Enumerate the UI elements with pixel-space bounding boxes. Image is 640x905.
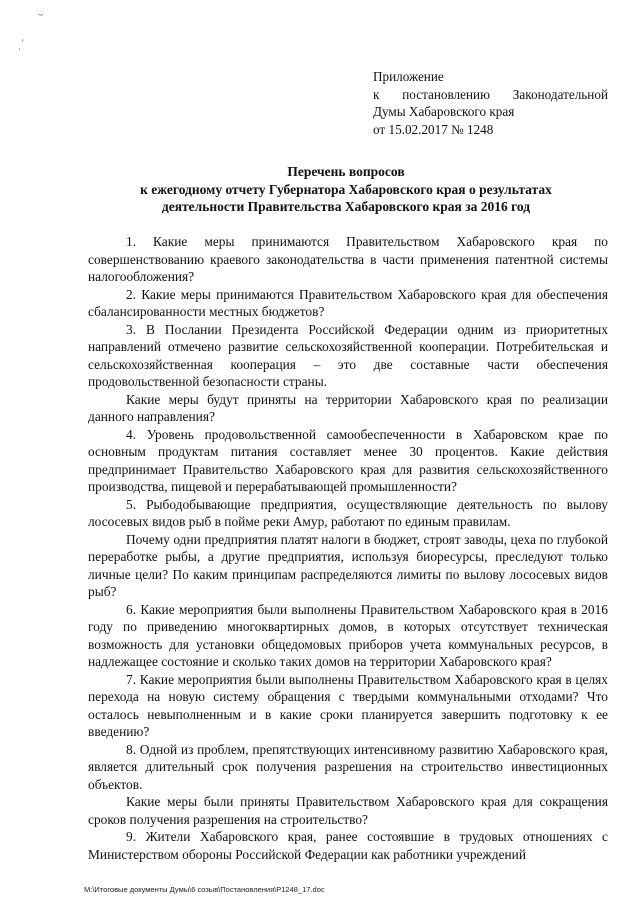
- scan-mark: ~: [38, 10, 43, 20]
- question-paragraph: 1. Какие меры принимаются Правительством Хабаровского края по совершенствованию краевого законодательства в части применения патентной системы налогообложения?: [88, 234, 608, 284]
- scan-mark: ·: [18, 44, 21, 54]
- question-paragraph: 8. Одной из проблем, препятствующих интенсивному развитию Хабаровского края, является длительный срок получения разрешения на строительство инвестиционных объектов.: [88, 741, 608, 792]
- question-paragraph: 5. Рыбодобывающие предприятия, осуществляющие деятельность по вылову лососевых видов рыб в пойме реки Амур, работают по единым правилам.: [88, 496, 608, 529]
- appendix-line: Думы Хабаровского края: [373, 104, 515, 120]
- scan-mark: ': [22, 38, 24, 48]
- appendix-block: [373, 68, 608, 138]
- question-paragraph: 9. Жители Хабаровского края, ранее состоявшие в трудовых отношениях с Министерством обороны Российской Федерации как работники учреждений: [88, 829, 608, 862]
- appendix-line: к постановлению Законодательной: [373, 86, 608, 102]
- appendix-line: от 15.02.2017 № 1248: [373, 121, 494, 137]
- question-paragraph: 3. В Послании Президента Российской Федерации одним из приоритетных направлений отмечено развитие сельскохозяйственной кооперации. Потребительская и сельскохозяйственная кооперация – это две составные части обеспечения продовольственной безопасности страны.: [88, 321, 608, 389]
- question-paragraph: 6. Какие мероприятия были выполнены Правительством Хабаровского края в 2016 году по приведению многоквартирных домов, в которых отсутствует техническая возможность для установки общедомовых приборов учета коммунальных ресурсов, в надлежащее состояние и сколько таких домов на территории Хабаровского края?: [88, 601, 608, 669]
- document-title: [84, 163, 608, 216]
- question-paragraph: 7. Какие мероприятия были выполнены Правительством Хабаровского края в целях перехода на новую систему обращения с твердыми коммунальными отходами? Что осталось невыполненным и в какие сроки планируется завершить подготовку к ее введению?: [88, 671, 608, 739]
- question-paragraph: Почему одни предприятия платят налоги в бюджет, строят заводы, цеха по глубокой переработке рыбы, а другие предприятия, используя биоресурсы, преследуют только личные цели? По каким принципам распределяются лимиты по вылову лососевых видов рыб?: [88, 531, 608, 599]
- title-line: к ежегодному отчету Губернатора Хабаровского края о результатах: [140, 181, 552, 197]
- question-paragraph: 2. Какие меры принимаются Правительством Хабаровского края для обеспечения сбалансированности местных бюджетов?: [88, 286, 608, 319]
- appendix-line: Приложение: [373, 69, 444, 84]
- question-paragraph: Какие меры были приняты Правительством Хабаровского края для сокращения сроков получения разрешения на строительство?: [88, 794, 608, 827]
- title-line: Перечень вопросов: [287, 164, 405, 179]
- file-path-footer: M:\Итоговые документы Думы\6 созыв\Постановления\P1248_17.doc: [84, 885, 325, 894]
- question-paragraph: Какие меры будут приняты на территории Хабаровского края по реализации данного направления?: [88, 391, 608, 424]
- document-body: [88, 233, 608, 863]
- title-line: деятельности Правительства Хабаровского края за 2016 год: [161, 199, 531, 214]
- question-paragraph: 4. Уровень продовольственной самообеспеченности в Хабаровском крае по основным продуктам питания составляет менее 30 процентов. Какие действия предпринимает Правительство Хабаровского края для развития сельскохозяйственного производства, пищевой и перерабатывающей промышленности?: [88, 426, 608, 494]
